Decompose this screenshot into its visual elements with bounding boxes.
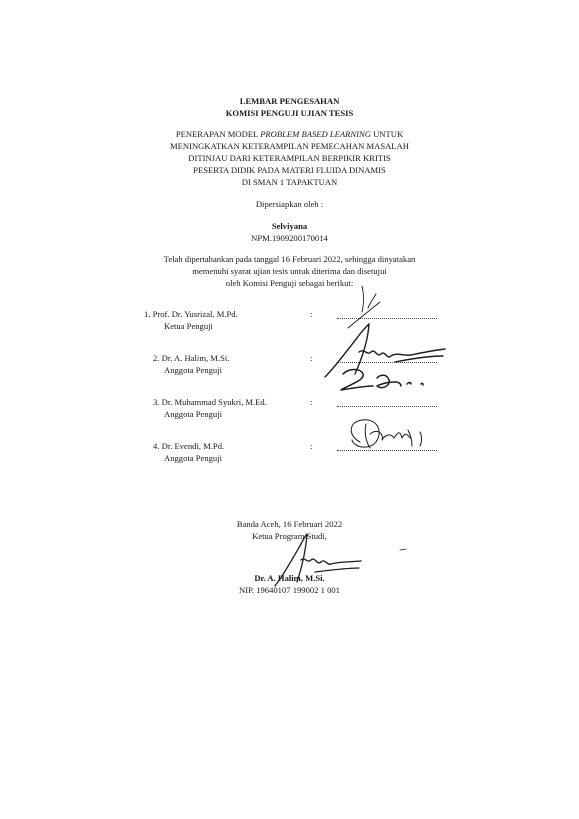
statement-line-2: memenuhi syarat ujian tesis untuk diterima dan disetujui [192, 266, 387, 276]
thesis-title-line-5: DI SMAN 1 TAPAKTUAN [241, 177, 338, 187]
approval-place-date: Banda Aceh, 16 Februari 2022 [236, 519, 343, 529]
examiner-role: Anggota Penguji [164, 409, 223, 419]
thesis-title-line-4: PESERTA DIDIK PADA MATERI FLUIDA DINAMIS [193, 165, 386, 175]
examiner-name: Dr. Muhammad Syukri, M.Ed. [161, 397, 267, 407]
thesis-title-post: UNTUK [373, 129, 404, 139]
thesis-title-line-3: DITINJAU DARI KETERAMPILAN BERPIKIR KRITIS [188, 153, 391, 163]
examiner-number: 3. [153, 397, 160, 407]
examiner-number: 1. [144, 309, 151, 319]
approval-name: Dr. A. Halim, M.Si. [254, 573, 325, 583]
examiner-1 [144, 308, 238, 320]
student-name: Selviyana [271, 221, 308, 231]
student-npm: NPM.1909200170014 [251, 233, 328, 243]
stray-mark-icon [400, 548, 408, 552]
approval-nip: NIP. 19640107 199002 1 001 [239, 585, 340, 595]
signature-line [337, 406, 437, 407]
examiner-role: Anggota Penguji [164, 365, 223, 375]
approval-position: Ketua Program Studi, [252, 531, 327, 541]
examiner-2 [153, 352, 229, 364]
examiner-number: 2. [153, 353, 160, 363]
signature-colon: : [310, 309, 313, 319]
document-title: LEMBAR PENGESAHAN [239, 96, 340, 106]
examiner-name: Prof. Dr. Yusrizal, M.Pd. [152, 309, 238, 319]
thesis-title-line-2: MENINGKATKAN KETERAMPILAN PEMECAHAN MASALAH [170, 141, 409, 151]
statement-line-1: Telah dipertahankan pada tanggal 16 Februari 2022, sehingga dinyatakan [163, 254, 416, 264]
signature-colon: : [310, 353, 313, 363]
thesis-title-line-1 [0, 128, 579, 140]
signature-colon: : [310, 397, 313, 407]
examiner-role: Ketua Penguji [164, 321, 213, 331]
prepared-by-label: Dipersiapkan oleh : [255, 199, 324, 209]
examiner-name: Dr. Evendi, M.Pd. [161, 441, 225, 451]
thesis-title-pre: PENERAPAN MODEL [175, 129, 259, 139]
examiner-role: Anggota Penguji [164, 453, 223, 463]
thesis-title-model: PROBLEM BASED LEARNING [260, 129, 371, 139]
examiner-name: Dr. A. Halim, M.Si. [161, 353, 230, 363]
signature-examiner-4 [340, 412, 440, 458]
statement-line-3: oleh Komisi Penguji sebagai berikut: [225, 278, 354, 288]
document-subtitle: KOMISI PENGUJI UJIAN TESIS [225, 108, 354, 118]
examiner-3 [153, 396, 267, 408]
signature-examiner-3 [335, 364, 435, 404]
signature-colon: : [310, 441, 313, 451]
examiner-4 [153, 440, 224, 452]
examiner-number: 4. [153, 441, 160, 451]
